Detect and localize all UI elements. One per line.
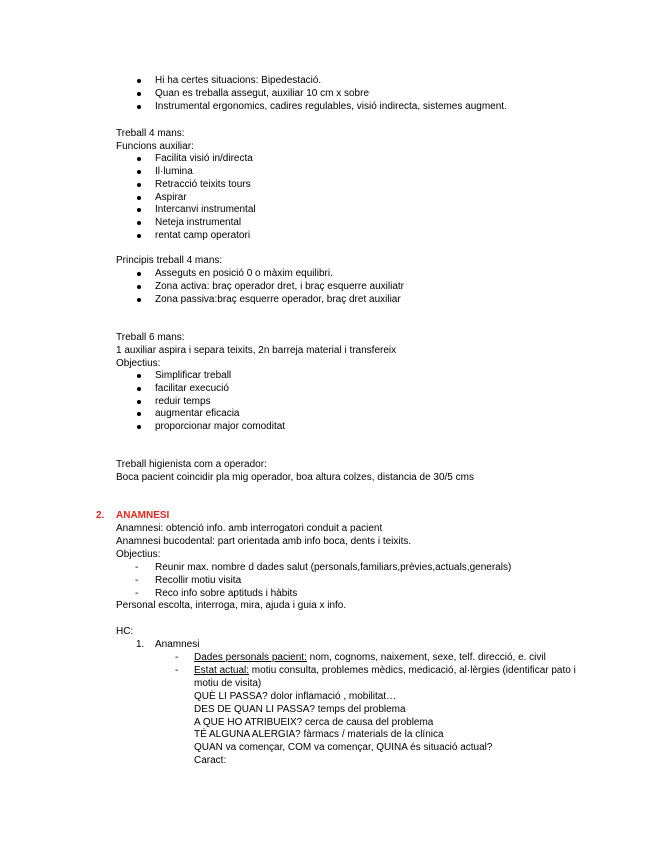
section-heading: Treball 4 mans:	[116, 128, 185, 139]
dash-marker: -	[175, 652, 179, 663]
list-item: Zona passiva:braç esquerre operador, braç dret auxiliar	[155, 294, 401, 305]
dash-marker: -	[135, 575, 139, 586]
list-item: Instrumental ergonomics, cadires regulables, visió indirecta, sistemes augment.	[155, 101, 507, 112]
list-item: Aspirar	[155, 192, 187, 203]
subsection-number: 1.	[136, 639, 145, 650]
list-item: Intercanvi instrumental	[155, 204, 256, 215]
bullet-icon	[137, 79, 141, 83]
bullet-icon	[137, 374, 141, 378]
question-line: QUAN va començar, COM va començar, QUINA és situació actual?	[194, 742, 493, 753]
paragraph: Anamnesi: obtenció info. amb interrogatori conduit a pacient	[116, 523, 383, 534]
section-subheading: Objectius:	[116, 358, 161, 369]
list-item: facilitar execució	[155, 383, 229, 394]
section-heading: Treball higienista com a operador:	[116, 459, 267, 470]
list-item: Simplificar treball	[155, 370, 232, 381]
list-item: proporcionar major comoditat	[155, 421, 286, 432]
estat-line	[194, 664, 576, 677]
bullet-icon	[137, 170, 141, 174]
bullet-icon	[137, 234, 141, 238]
bullet-icon	[137, 105, 141, 109]
list-item: Retracció teixits tours	[155, 179, 251, 190]
list-item: Il·lumina	[155, 166, 193, 177]
list-item: Hi ha certes situacions: Bipedestació.	[155, 75, 322, 86]
list-item: reduir temps	[155, 396, 211, 407]
section-subheading: Funcions auxiliar:	[116, 141, 194, 152]
section-heading: Treball 6 mans:	[116, 332, 185, 343]
bullet-icon	[137, 412, 141, 416]
section-subheading: Objectius:	[116, 549, 161, 560]
bullet-icon	[137, 272, 141, 276]
paragraph: Personal escolta, interroga, mira, ajuda i guia x info.	[116, 600, 347, 611]
bullet-icon	[137, 196, 141, 200]
bullet-icon	[137, 400, 141, 404]
question-line: QUÈ LI PASSA? dolor inflamació , mobilitat…	[194, 691, 397, 702]
list-item: Reunir max. nombre d dades salut (personals,familiars,prèvies,actuals,generals)	[155, 562, 512, 573]
dash-marker: -	[175, 665, 179, 676]
dades-label: Dades personals pacient:	[194, 652, 307, 663]
dades-line	[194, 651, 546, 664]
list-item: Reco info sobre aptituds i hàbits	[155, 588, 298, 599]
section-heading: Principis treball 4 mans:	[116, 255, 223, 266]
dash-marker: -	[135, 588, 139, 599]
paragraph: Boca pacient coincidir pla mig operador, boa altura colzes, distancia de 30/5 cms	[116, 472, 474, 483]
list-item: Asseguts en posició 0 o màxim equilibri.	[155, 268, 333, 279]
list-item: Quan es treballa assegut, auxiliar 10 cm x sobre	[155, 88, 369, 99]
estat-text: motiu consulta, problemes mèdics, medicació, al·lèrgies (identificar pato i	[249, 665, 576, 676]
list-item: Recollir motiu visita	[155, 575, 242, 586]
bullet-icon	[137, 92, 141, 96]
bullet-icon	[137, 208, 141, 212]
bullet-icon	[137, 285, 141, 289]
section-title: ANAMNESI	[116, 510, 170, 521]
list-item: Neteja instrumental	[155, 217, 242, 228]
list-item: augmentar eficacia	[155, 408, 240, 419]
question-line: A QUE HO ATRIBUEIX? cerca de causa del problema	[194, 717, 434, 728]
list-item: rentat camp operatori	[155, 230, 251, 241]
list-item: Zona activa: braç operador dret, i braç esquerre auxiliatr	[155, 281, 405, 292]
list-item: Facilita visió in/directa	[155, 153, 253, 164]
question-line: DES DE QUAN LI PASSA? temps del problema	[194, 704, 406, 715]
paragraph: Anamnesi bucodental: part orientada amb info boca, dents i teixits.	[116, 536, 412, 547]
bullet-icon	[137, 221, 141, 225]
dades-text: nom, cognoms, naixement, sexe, telf. direcció, e. civil	[306, 652, 546, 663]
dash-marker: -	[135, 562, 139, 573]
paragraph: motiu de visita)	[194, 678, 262, 689]
subsection-title: Anamnesi	[155, 639, 200, 650]
paragraph: 1 auxiliar aspira i separa teixits, 2n barreja material i transfereix	[116, 345, 397, 356]
bullet-icon	[137, 425, 141, 429]
bullet-icon	[137, 157, 141, 161]
question-line: TÉ ALGUNA ALERGIA? fàrmacs / materials de la clínica	[194, 729, 444, 740]
bullet-icon	[137, 387, 141, 391]
section-heading: HC:	[116, 626, 134, 637]
section-number: 2.	[96, 510, 105, 521]
bullet-icon	[137, 298, 141, 302]
bullet-icon	[137, 183, 141, 187]
estat-label: Estat actual:	[194, 665, 250, 676]
question-line: Caract:	[194, 755, 227, 766]
